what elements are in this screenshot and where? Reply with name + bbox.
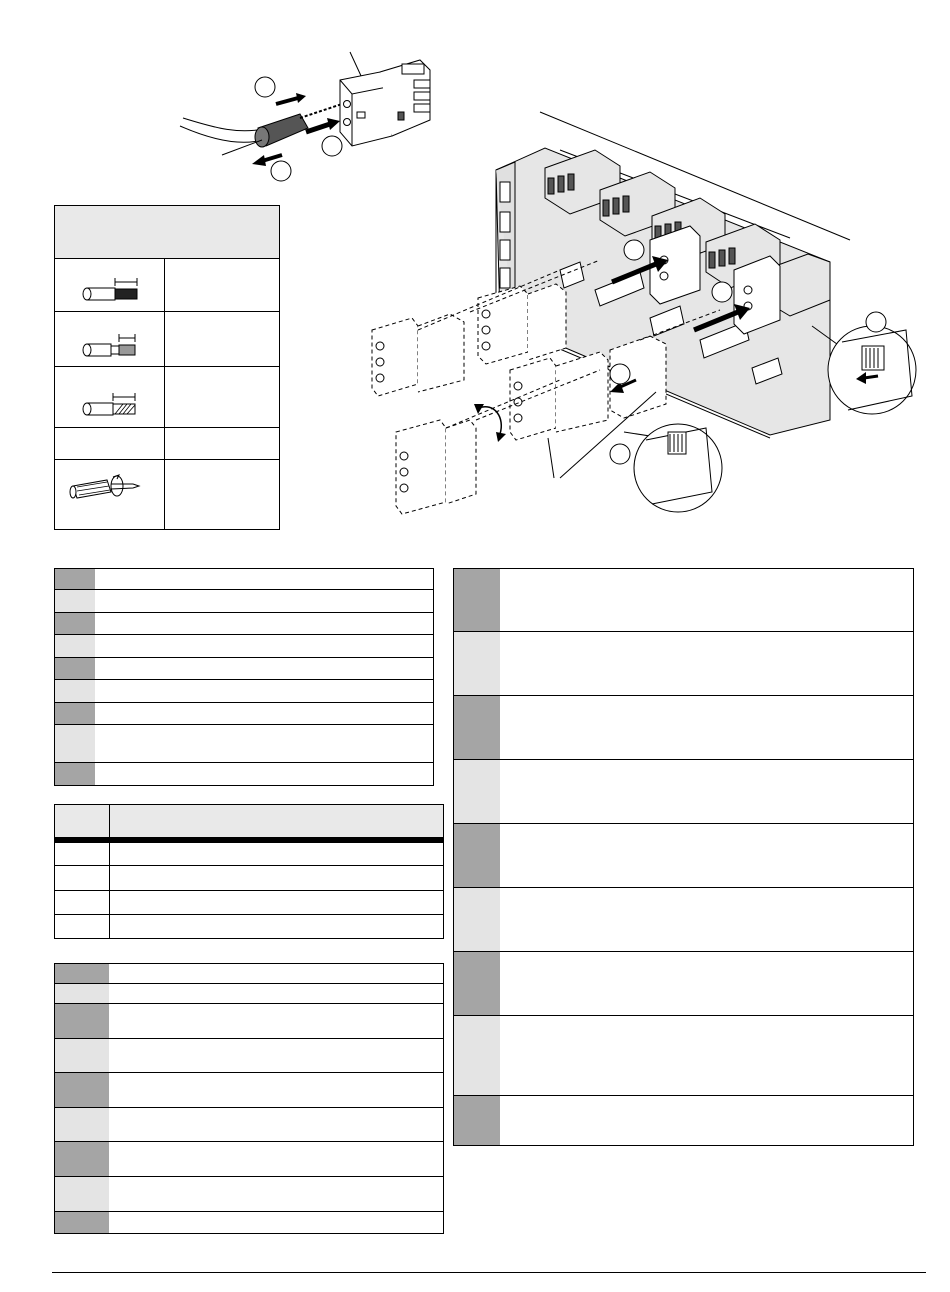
table-row xyxy=(54,1212,444,1234)
row-key-cell xyxy=(55,763,95,785)
row-value xyxy=(101,569,433,589)
row-key-cell xyxy=(55,703,95,724)
table-row xyxy=(453,696,914,760)
table-row xyxy=(54,568,434,590)
table-row xyxy=(54,613,434,635)
row-key-cell xyxy=(55,1004,109,1038)
table-row xyxy=(54,1108,444,1142)
table-row xyxy=(54,963,444,984)
row-value xyxy=(115,1073,443,1107)
row-value xyxy=(506,824,913,887)
row-value xyxy=(506,696,913,759)
row-key-cell xyxy=(454,952,500,1015)
row-key-cell xyxy=(55,891,110,914)
row-key-cell xyxy=(55,1108,109,1141)
row-value xyxy=(115,1142,443,1176)
footer-rule xyxy=(52,1272,926,1273)
row-value xyxy=(115,1004,443,1038)
row-value xyxy=(115,1039,443,1072)
row-key-cell xyxy=(454,569,500,631)
row-key-cell xyxy=(55,1073,109,1107)
row-value xyxy=(101,725,433,762)
row-value xyxy=(115,891,443,914)
row-key-cell xyxy=(454,888,500,951)
row-value xyxy=(101,703,433,724)
row-value xyxy=(506,760,913,823)
table-row xyxy=(54,680,434,703)
table-row xyxy=(54,891,444,915)
row-key-cell xyxy=(55,866,110,890)
table-row xyxy=(54,842,444,866)
left-table-2 xyxy=(54,804,444,938)
row-key-cell xyxy=(454,1016,500,1095)
row-value xyxy=(115,984,443,1003)
row-key-cell xyxy=(55,569,95,589)
left-table-3 xyxy=(54,963,444,1235)
row-key-cell xyxy=(55,590,95,612)
table-row xyxy=(453,824,914,888)
right-table xyxy=(453,568,914,1146)
row-value xyxy=(101,763,433,785)
row-key-cell xyxy=(55,635,95,657)
table-row xyxy=(453,952,914,1016)
row-key-cell xyxy=(55,1177,109,1211)
row-key-cell xyxy=(55,1142,109,1176)
table-row xyxy=(54,658,434,680)
row-key-cell xyxy=(454,824,500,887)
row-key-cell xyxy=(55,613,95,634)
row-key-cell xyxy=(55,725,95,762)
row-value xyxy=(115,843,443,865)
row-value xyxy=(115,1108,443,1141)
table-row xyxy=(453,1016,914,1096)
table-row xyxy=(54,866,444,891)
row-key-cell xyxy=(55,964,109,983)
row-value xyxy=(101,613,433,634)
table-row xyxy=(54,1073,444,1108)
table-row xyxy=(54,1039,444,1073)
row-key-cell xyxy=(454,1096,500,1145)
row-value xyxy=(101,635,433,657)
row-value xyxy=(506,569,913,631)
table-row xyxy=(54,1177,444,1212)
row-key-cell xyxy=(55,984,109,1003)
row-value xyxy=(506,632,913,695)
row-key-cell xyxy=(55,843,110,865)
row-key-cell xyxy=(55,658,95,679)
left-table-2-header xyxy=(54,804,444,838)
table-row xyxy=(54,590,434,613)
row-value xyxy=(115,1177,443,1211)
row-value xyxy=(115,964,443,983)
row-key-cell xyxy=(55,1039,109,1072)
row-value xyxy=(115,915,443,938)
row-key-cell xyxy=(454,632,500,695)
table-row xyxy=(54,984,444,1004)
table-row xyxy=(453,1096,914,1146)
row-value xyxy=(101,590,433,612)
table-row xyxy=(54,1004,444,1039)
row-value xyxy=(115,866,443,890)
row-key-cell xyxy=(55,680,95,702)
table-row xyxy=(453,568,914,632)
row-value xyxy=(506,888,913,951)
table-row xyxy=(54,1142,444,1177)
row-value xyxy=(506,952,913,1015)
row-value xyxy=(101,658,433,679)
table-row xyxy=(453,760,914,824)
table-row xyxy=(54,703,434,725)
left-table-1 xyxy=(54,568,434,786)
table-row xyxy=(453,632,914,696)
table-row xyxy=(54,725,434,763)
table-row xyxy=(54,915,444,939)
row-key-cell xyxy=(454,760,500,823)
table-row xyxy=(453,888,914,952)
row-value xyxy=(506,1096,913,1145)
row-key-cell xyxy=(454,696,500,759)
table-row xyxy=(54,635,434,658)
row-value xyxy=(101,680,433,702)
row-value xyxy=(506,1016,913,1095)
table-row xyxy=(54,763,434,786)
row-value xyxy=(115,1212,443,1233)
row-key-cell xyxy=(55,915,110,938)
row-key-cell xyxy=(55,1212,109,1233)
